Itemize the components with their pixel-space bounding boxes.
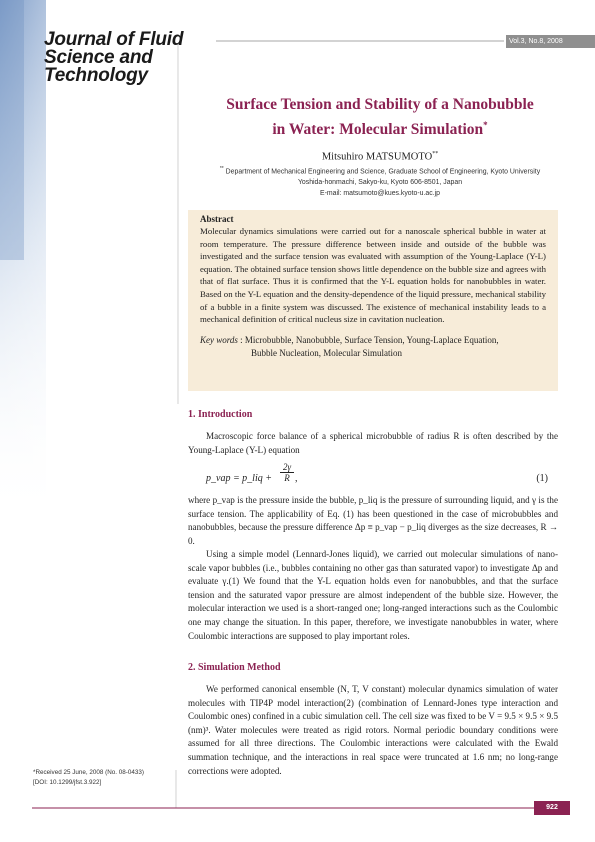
footnote-received: *Received 25 June, 2008 (No. 08-0433) bbox=[33, 769, 144, 776]
title-footnote-mark: * bbox=[483, 120, 488, 130]
footnote-doi: [DOI: 10.1299/jfst.3.922] bbox=[33, 779, 102, 786]
author-email: E-mail: matsumoto@kues.kyoto-u.ac.jp bbox=[320, 190, 440, 198]
equation-fraction bbox=[280, 462, 294, 483]
abstract-heading: Abstract bbox=[200, 214, 234, 224]
affiliation-mark: ** bbox=[219, 166, 224, 172]
page-number: 922 bbox=[534, 801, 570, 815]
affiliation-line-2: Yoshida-honmachi, Sakyo-ku, Kyoto 606-8501, Japan bbox=[297, 179, 463, 187]
paper-title-line-2: in Water: Molecular Simulation bbox=[272, 121, 484, 139]
volume-badge: Vol.3, No.8, 2008 bbox=[506, 35, 595, 48]
paper-title bbox=[180, 94, 580, 140]
affiliation bbox=[180, 164, 580, 199]
paragraph-text: We performed canonical ensemble (N, T, V constant) molecular dynamics simulation of water molecules with TIP4P model interaction(2) (combination of Lennard-Jones type interaction and Coulombic ones) confined in a cubic simulation cell. The cell size was fixed to be V = 9.5 × 9.5 × 9.5 (nm)³. Water molecules were treated as rigid rotors. Normal periodic boundary conditions were assumed for all three directions. The Coulombic interactions were calculated with the Ewald summation technique, and the interactions in real space were truncated at 1.6 nm; no long-range corrections were adopted. bbox=[188, 684, 558, 776]
equation-denominator: R bbox=[284, 473, 290, 483]
journal-title-line: Science and bbox=[44, 47, 153, 68]
keywords-label: Key words bbox=[200, 334, 238, 345]
abstract-text: Molecular dynamics simulations were carried out for a nanoscale spherical bubble in water at room temperature. The pressure difference between inside and outside of the bubble was investigated and the surface tension was evaluated with assumption of the Young-Laplace (Y-L) equation. The obtained surface tension shows little dependence on the bubble size and agrees with that of flat surface. Thus it is confirmed that the Y-L equation holds for nanobubbles in water. Based on the Y-L equation and the density-dependence of the liquid pressure, mechanical stability of a bubble in a finite system was discussed. The existence of mechanical instability leads to a mechanical definition of critical nucleus size in cavitation nucleation. bbox=[200, 226, 546, 325]
journal-title-line: Technology bbox=[44, 65, 148, 86]
author-line bbox=[180, 151, 580, 163]
received-footnote bbox=[33, 768, 165, 788]
section-heading-introduction: 1. Introduction bbox=[188, 409, 253, 420]
keywords-line-2: Bubble Nucleation, Molecular Simulation bbox=[251, 347, 402, 358]
abstract-box bbox=[188, 210, 558, 391]
equation-lhs: p_vap = p_liq + bbox=[206, 473, 272, 484]
section-heading-simulation-method: 2. Simulation Method bbox=[188, 662, 281, 673]
intro-paragraph-3 bbox=[188, 548, 558, 643]
equation-numerator: 2γ bbox=[280, 462, 294, 473]
journal-title bbox=[44, 31, 183, 85]
paper-title-line-1: Surface Tension and Stability of a Nanobubble bbox=[226, 96, 534, 113]
intro-paragraph-2: where p_vap is the pressure inside the bubble, p_liq is the pressure of surrounding liquid, and γ is the surface tension. The applicability of Eq. (1) has been questioned in the case of microbubbles and nanobubbles, because the pressure difference Δp ≡ p_vap − p_liq diverges as the size decreases, R → 0. bbox=[188, 495, 558, 546]
affiliation-line-1: Department of Mechanical Engineering and Science, Graduate School of Engineering, Kyoto University bbox=[225, 168, 541, 176]
intro-paragraph-1 bbox=[188, 430, 558, 457]
author-name: Mitsuhiro MATSUMOTO bbox=[321, 151, 433, 163]
journal-title-line: Journal of Fluid bbox=[44, 29, 184, 50]
method-paragraph-1 bbox=[188, 683, 558, 778]
young-laplace-equation: p_vap = p_liq + $\frac{2\gamma}{R}$ , (1) bbox=[206, 462, 548, 484]
equation-number: (1) bbox=[536, 473, 548, 484]
keywords-line-1: : Microbubble, Nanobubble, Surface Tension, Young-Laplace Equation, bbox=[240, 334, 499, 345]
paragraph-text: Macroscopic force balance of a spherical microbubble of radius R is often described by the Young-Laplace (Y-L) equation bbox=[188, 431, 558, 455]
author-mark: ** bbox=[432, 151, 439, 157]
keywords bbox=[200, 334, 546, 360]
paragraph-text: Using a simple model (Lennard-Jones liquid), we carried out molecular simulations of nano-scale vapor bubbles (i.e., bubbles containing no other gas than saturated vapor) to investigate Δp and evaluate γ.(1) We found that the Y-L equation holds even for nanobubbles, and that the surface tension and the saturated vapor pressure are almost independent of the bubble size. However, the molecular interaction we used is a short-ranged one; long-ranged interactions such as the Coulombic one may change the situation. In this paper, therefore, we investigate nanobubbles in water, where Coulombic interactions are supposed to play important roles. bbox=[188, 549, 558, 641]
